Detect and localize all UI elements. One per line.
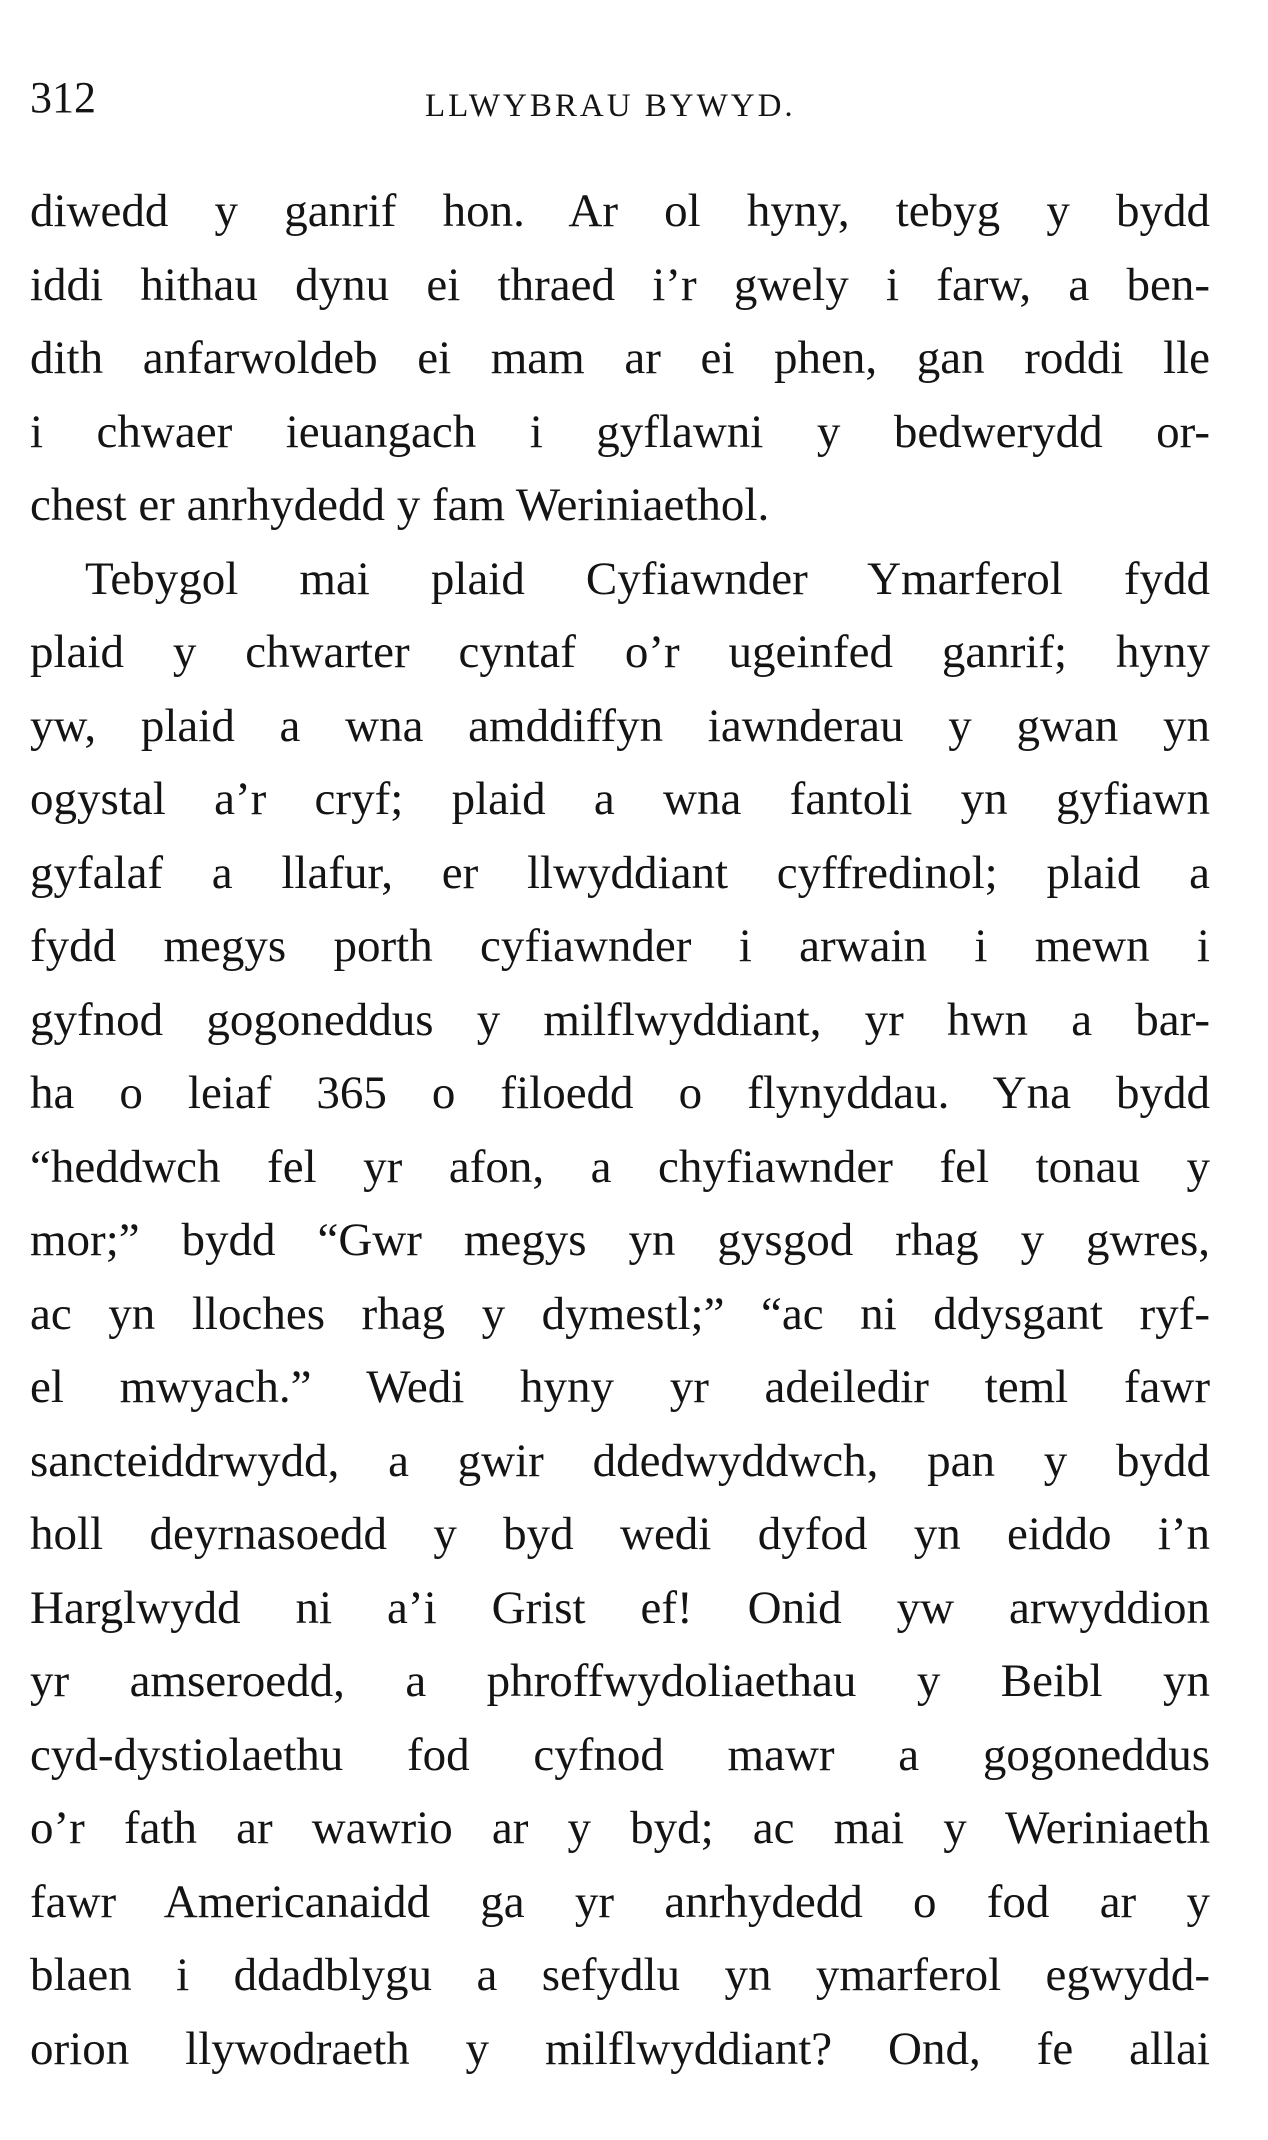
text-line: yw, plaid a wna amddiffyn iawnderau y gwan yn: [30, 699, 1210, 752]
text-line: mor;” bydd “Gwr megys yn gysgod rhag y gwres,: [30, 1214, 1210, 1266]
text-line: plaid y chwarter cyntaf o’r ugeinfed ganrif; hyny: [30, 626, 1210, 678]
text-line: o’r fath ar wawrio ar y byd; ac mai y Weriniaeth: [30, 1802, 1210, 1854]
text-line: ogystal a’r cryf; plaid a wna fantoli yn gyfiawn: [30, 773, 1210, 825]
text-line: fydd megys porth cyfiawnder i arwain i mewn i: [30, 920, 1210, 972]
text-line: iddi hithau dynu ei thraed i’r gwely i farw, a ben-: [30, 258, 1210, 311]
text-line: ac yn lloches rhag y dymestl;” “ac ni ddysgant ryf-: [30, 1287, 1210, 1340]
text-line: sancteiddrwydd, a gwir ddedwyddwch, pan y bydd: [30, 1434, 1210, 1487]
body-text: [30, 175, 1210, 2086]
text-line: chest er anrhydedd y fam Weriniaethol.: [30, 479, 770, 531]
text-line: holl deyrnasoedd y byd wedi dyfod yn eiddo i’n: [30, 1508, 1210, 1560]
text-line: Tebygol mai plaid Cyfiawnder Ymarferol fydd: [85, 552, 1210, 605]
page-header: [30, 68, 1210, 138]
text-line: i chwaer ieuangach i gyflawni y bedwerydd or-: [30, 405, 1210, 458]
text-line: orion llywodraeth y milflwyddiant? Ond, fe allai: [30, 2022, 1210, 2075]
text-line: gyfalaf a llafur, er llwyddiant cyffredinol; plaid a: [30, 846, 1210, 899]
text-line: cyd-dystiolaethu fod cyfnod mawr a gogoneddus: [30, 1728, 1210, 1781]
text-line: Harglwydd ni a’i Grist ef! Onid yw arwyddion: [30, 1581, 1210, 1634]
text-line: ha o leiaf 365 o filoedd o flynyddau. Yna bydd: [30, 1067, 1210, 1119]
text-line: el mwyach.” Wedi hyny yr adeiledir teml fawr: [30, 1361, 1210, 1413]
page-number: 312: [30, 73, 96, 122]
running-head: LLWYBRAU BYWYD.: [425, 88, 796, 124]
text-line: yr amseroedd, a phroffwydoliaethau y Beibl yn: [30, 1655, 1210, 1707]
text-line: “heddwch fel yr afon, a chyfiawnder fel tonau y: [30, 1140, 1210, 1193]
text-line: diwedd y ganrif hon. Ar ol hyny, tebyg y bydd: [30, 185, 1210, 237]
text-line: dith anfarwoldeb ei mam ar ei phen, gan roddi lle: [30, 332, 1210, 384]
paragraph-1: [30, 175, 1210, 543]
paragraph-2: [30, 543, 1210, 2087]
text-line: blaen i ddadblygu a sefydlu yn ymarferol egwydd-: [30, 1949, 1210, 2001]
text-line: gyfnod gogoneddus y milflwyddiant, yr hwn a bar-: [30, 993, 1210, 1046]
text-line: fawr Americanaidd ga yr anrhydedd o fod ar y: [30, 1875, 1210, 1928]
